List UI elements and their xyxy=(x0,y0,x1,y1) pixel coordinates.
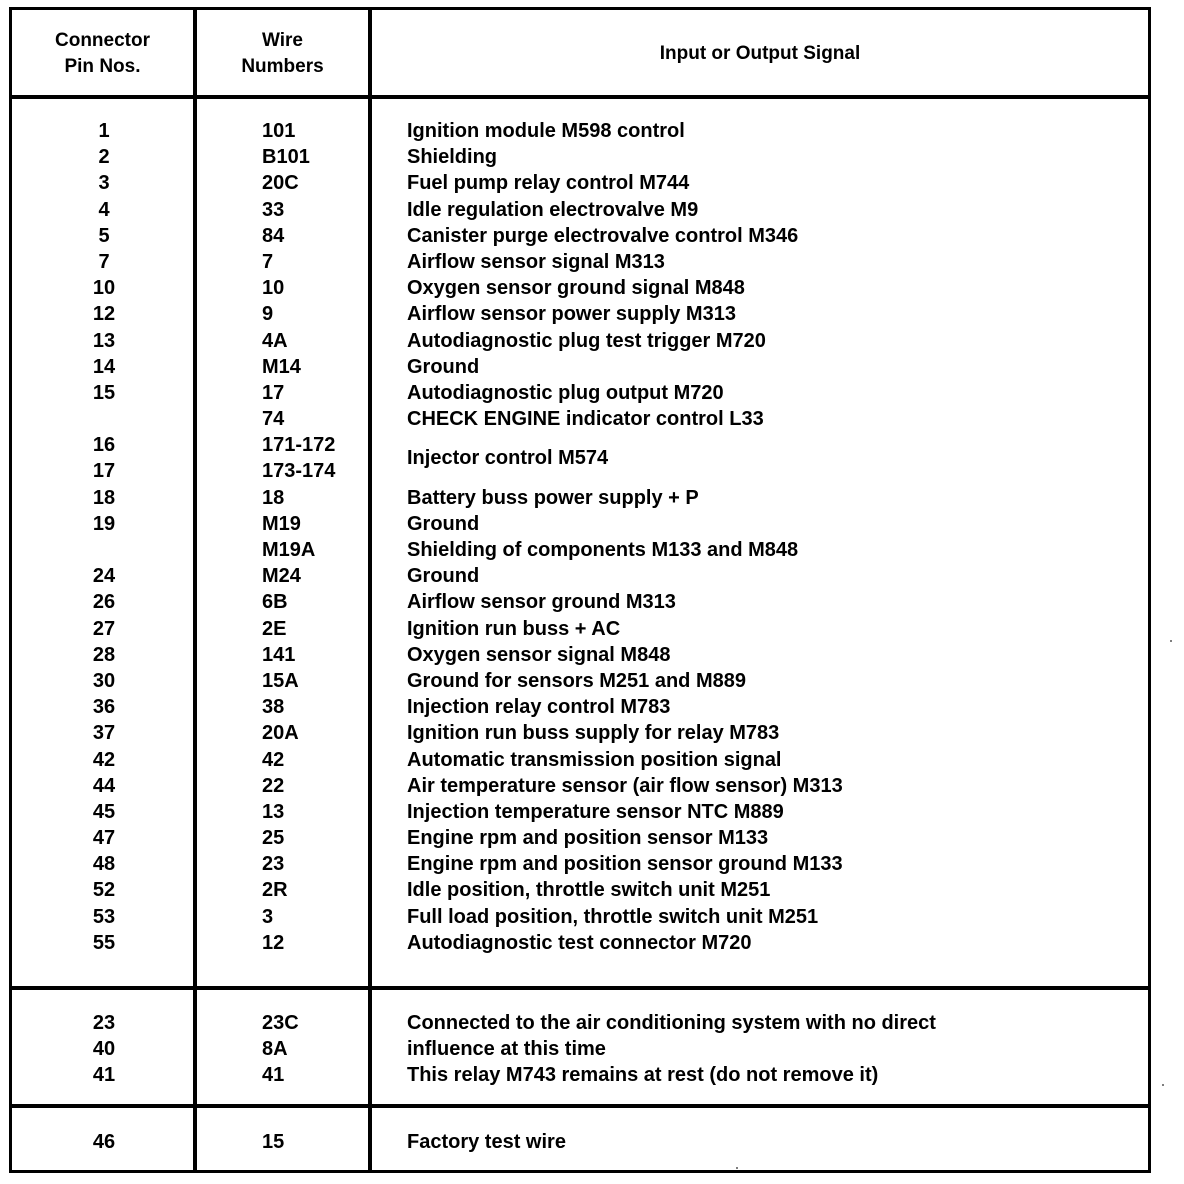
signal-description-cell: Automatic transmission position signal xyxy=(407,748,782,771)
pin-number-cell: 48 xyxy=(92,853,116,876)
wire-number-cell: 20A xyxy=(262,722,299,745)
header-pin xyxy=(12,10,193,98)
section3-pin-column xyxy=(12,1129,196,1155)
pin-number-cell: 55 xyxy=(92,931,116,954)
pin-number-cell: 40 xyxy=(92,1038,116,1061)
wire-number-cell: 173-174 xyxy=(262,460,336,483)
wire-number-cell: 38 xyxy=(262,696,285,719)
signal-description-cell: Idle regulation electrovalve M9 xyxy=(407,198,699,221)
signal-description-cell: Ground xyxy=(407,355,480,378)
signal-description-cell: Fuel pump relay control M744 xyxy=(407,172,690,195)
wire-number-cell: 13 xyxy=(262,800,285,823)
signal-description-cell: Autodiagnostic test connector M720 xyxy=(407,931,752,954)
pin-number-cell: 24 xyxy=(92,565,116,588)
signal-description-cell: Injection temperature sensor NTC M889 xyxy=(407,800,784,823)
section3-wire-column xyxy=(200,1129,374,1155)
wire-number-cell: 141 xyxy=(262,643,296,666)
wire-number-cell: 22 xyxy=(262,774,285,797)
pin-number-cell: 28 xyxy=(92,643,116,666)
signal-description-cell: This relay M743 remains at rest (do not remove it) xyxy=(407,1064,879,1087)
wire-number-cell: 84 xyxy=(262,224,285,247)
signal-description-cell: Injector control M574 xyxy=(407,447,609,470)
section1-pin-column xyxy=(12,118,196,956)
signal-description-cell: Idle position, throttle switch unit M251 xyxy=(407,879,771,902)
signal-description-cell: influence at this time xyxy=(407,1038,606,1061)
wire-number-cell: 3 xyxy=(262,905,274,928)
header-pin-line-1: Connector xyxy=(55,30,150,51)
pin-number-cell: 17 xyxy=(92,460,116,483)
pin-number-cell: 36 xyxy=(92,696,116,719)
signal-description-cell: Battery buss power supply + P xyxy=(407,486,699,509)
header-wire xyxy=(197,10,368,98)
pin-number-cell: 12 xyxy=(92,303,116,326)
pin-number-cell: 5 xyxy=(98,224,110,247)
pin-number-cell: 1 xyxy=(98,120,110,142)
pin-number-cell: 37 xyxy=(92,722,116,745)
pin-number-cell: 19 xyxy=(92,512,116,535)
signal-description-cell: Ground for sensors M251 and M889 xyxy=(407,669,746,692)
signal-description-cell: Airflow sensor power supply M313 xyxy=(407,303,736,326)
signal-description-cell: Factory test wire xyxy=(407,1131,566,1153)
signal-description-cell: Injection relay control M783 xyxy=(407,696,671,719)
wire-number-cell: 23C xyxy=(262,1012,299,1034)
signal-description-cell: Engine rpm and position sensor M133 xyxy=(407,827,769,850)
wire-number-cell: 101 xyxy=(262,120,296,142)
pin-number-cell: 2 xyxy=(98,146,110,169)
section2-pin-column xyxy=(12,1010,196,1089)
wire-number-cell: 74 xyxy=(262,408,285,431)
pin-number-cell: 52 xyxy=(92,879,116,902)
wire-number-cell: 23 xyxy=(262,853,285,876)
section1-signal-column xyxy=(407,118,1147,956)
section1-wire-column xyxy=(200,118,374,956)
wire-number-cell: M19 xyxy=(262,512,301,535)
scan-speck xyxy=(1162,1084,1164,1086)
pin-number-cell: 14 xyxy=(92,355,116,378)
header-wire-line-2: Numbers xyxy=(241,56,324,77)
pin-number-cell: 16 xyxy=(92,434,116,457)
signal-description-cell: Engine rpm and position sensor ground M133 xyxy=(407,853,843,876)
pin-number-cell: 42 xyxy=(92,748,116,771)
signal-description-cell: Air temperature sensor (air flow sensor) M313 xyxy=(407,774,843,797)
section-divider xyxy=(12,1104,1148,1108)
signal-description-cell: Oxygen sensor ground signal M848 xyxy=(407,277,745,300)
pin-number-cell: 30 xyxy=(92,669,116,692)
wire-number-cell: 2R xyxy=(262,879,288,902)
pin-number-cell: 10 xyxy=(92,277,116,300)
wire-number-cell: 25 xyxy=(262,827,285,850)
signal-description-cell: Full load position, throttle switch unit M251 xyxy=(407,905,819,928)
pin-number-cell: 47 xyxy=(92,827,116,850)
signal-description-cell: Canister purge electrovalve control M346 xyxy=(407,224,799,247)
signal-description-cell: Shielding xyxy=(407,146,497,169)
wire-number-cell: 12 xyxy=(262,931,285,954)
wire-number-cell: 42 xyxy=(262,748,285,771)
wire-number-cell: 41 xyxy=(262,1064,285,1087)
header-pin-line-2: Pin Nos. xyxy=(64,56,141,77)
signal-description-cell: Airflow sensor ground M313 xyxy=(407,591,676,614)
wire-number-cell: 15A xyxy=(262,669,299,692)
wire-number-cell: 15 xyxy=(262,1131,285,1153)
signal-description-cell: Ignition run buss + AC xyxy=(407,617,621,640)
signal-description-cell: Ignition module M598 control xyxy=(407,120,685,142)
header-signal-text: Input or Output Signal xyxy=(659,43,861,64)
signal-description-cell: Ignition run buss supply for relay M783 xyxy=(407,722,780,745)
scan-speck xyxy=(736,1167,738,1169)
section-divider xyxy=(12,986,1148,990)
wire-number-cell: 10 xyxy=(262,277,285,300)
pin-number-cell: 53 xyxy=(92,905,116,928)
signal-description-cell: Oxygen sensor signal M848 xyxy=(407,643,671,666)
scan-speck xyxy=(1170,640,1172,642)
wire-number-cell: 4A xyxy=(262,329,288,352)
signal-description-cell: Connected to the air conditioning system with no direct xyxy=(407,1012,936,1034)
signal-description-cell: Autodiagnostic plug output M720 xyxy=(407,381,724,404)
wire-number-cell: 9 xyxy=(262,303,274,326)
section2-wire-column xyxy=(200,1010,374,1089)
wire-number-cell: 7 xyxy=(262,250,274,273)
wire-number-cell: 20C xyxy=(262,172,299,195)
wire-number-cell: M24 xyxy=(262,565,301,588)
pin-number-cell: 45 xyxy=(92,800,116,823)
pin-number-cell: 4 xyxy=(98,198,110,221)
wire-number-cell: 6B xyxy=(262,591,288,614)
wire-number-cell: 2E xyxy=(262,617,287,640)
pin-number-cell: 15 xyxy=(92,381,116,404)
wire-number-cell: M19A xyxy=(262,539,316,561)
signal-description-cell: Shielding of components M133 and M848 xyxy=(407,539,799,561)
pin-number-cell: 3 xyxy=(98,172,110,195)
pin-number-cell: 7 xyxy=(98,250,110,273)
header-signal xyxy=(372,10,1148,98)
wire-number-cell: 33 xyxy=(262,198,285,221)
pin-number-cell: 27 xyxy=(92,617,116,640)
signal-description-cell: Ground xyxy=(407,565,480,588)
pin-number-cell xyxy=(12,406,196,432)
wire-number-cell: B101 xyxy=(262,146,310,169)
wire-number-cell: 18 xyxy=(262,486,285,509)
pin-number-cell: 13 xyxy=(92,329,116,352)
pin-number-cell: 46 xyxy=(92,1131,116,1153)
wire-number-cell: 17 xyxy=(262,381,285,404)
connector-pin-table xyxy=(9,7,1151,1173)
pin-number-cell xyxy=(12,537,196,563)
wire-number-cell: M14 xyxy=(262,355,301,378)
section3-signal-column xyxy=(407,1129,1147,1155)
pin-number-cell: 44 xyxy=(92,774,116,797)
signal-description-cell: Autodiagnostic plug test trigger M720 xyxy=(407,329,766,352)
pin-number-cell: 26 xyxy=(92,591,116,614)
signal-description-cell: CHECK ENGINE indicator control L33 xyxy=(407,408,764,431)
header-wire-line-1: Wire xyxy=(261,30,303,51)
section2-signal-column xyxy=(407,1010,1147,1089)
wire-number-cell: 8A xyxy=(262,1038,288,1061)
signal-description-cell: Ground xyxy=(407,512,480,535)
pin-number-cell: 41 xyxy=(92,1064,116,1087)
signal-description-cell: Airflow sensor signal M313 xyxy=(407,250,665,273)
pin-number-cell: 18 xyxy=(92,486,116,509)
wire-number-cell: 171-172 xyxy=(262,434,336,457)
pin-number-cell: 23 xyxy=(92,1012,116,1034)
